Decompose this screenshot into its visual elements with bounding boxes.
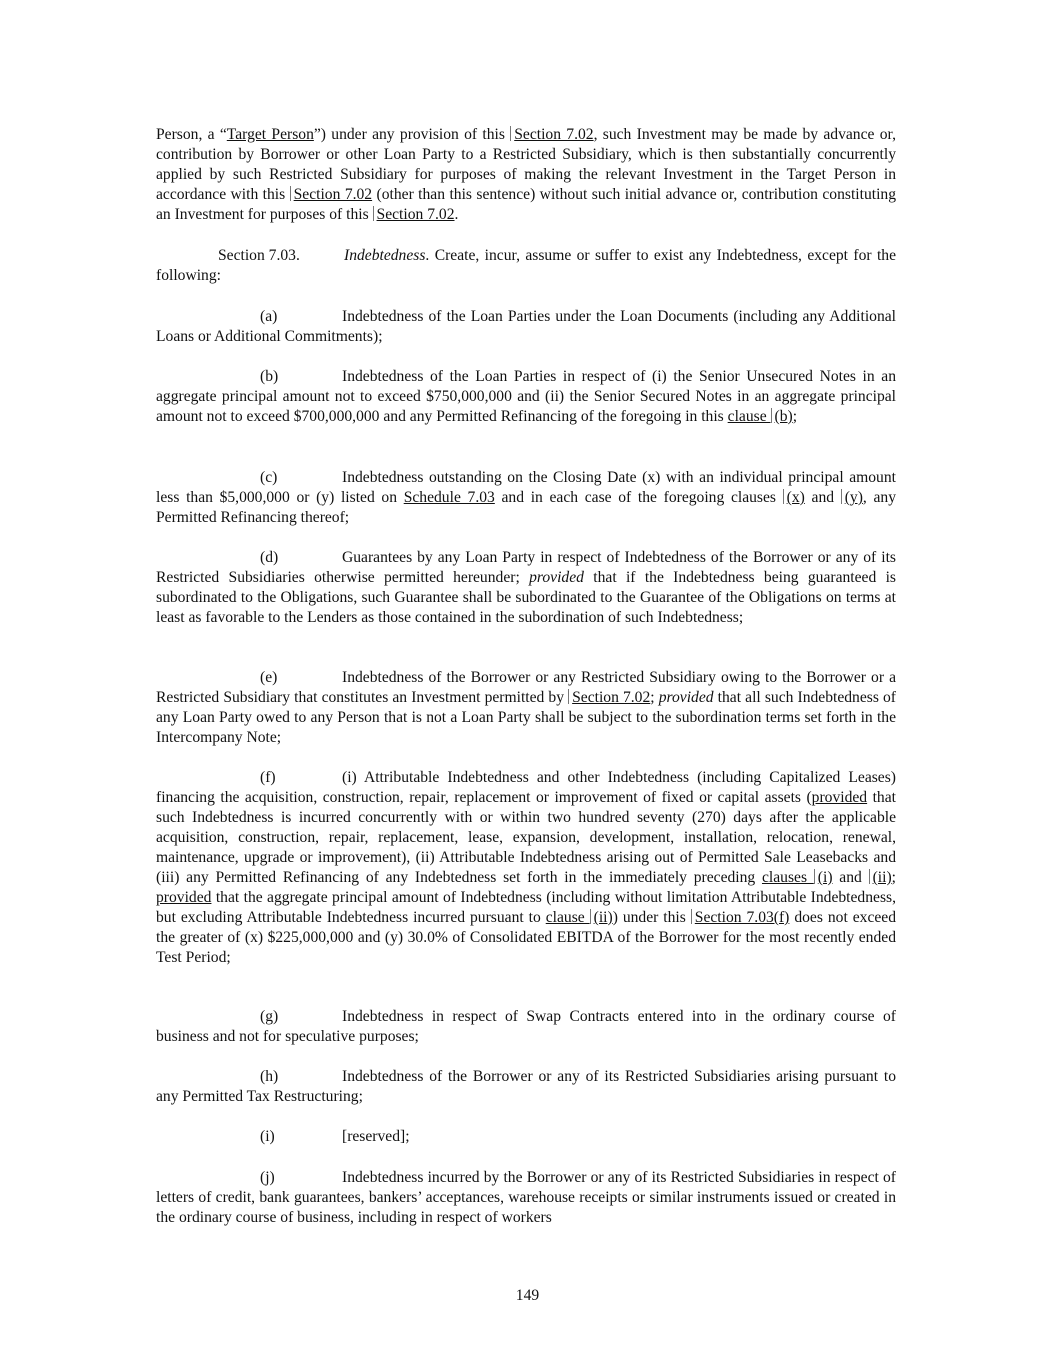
provided-term: provided xyxy=(658,689,714,706)
clause-text: Indebtedness incurred by the Borrower or any of its Restricted Subsidiaries in respect of letters of credit, bank guarantees, bankers’ acceptances, warehouse receipts or similar instruments issued or created in the ordinary course of business, including in respect of workers xyxy=(156,1169,896,1226)
clause-text: does not exceed the greater of (x) $225,000,000 and (y) 30.0% of Consolidated EBITDA of the Borrower for the most recently ended Test Period; xyxy=(156,909,896,966)
clause-text: and in each case of the foregoing clauses xyxy=(494,489,783,506)
clause-i xyxy=(156,1127,896,1147)
clause-label: (c) xyxy=(260,469,278,486)
section-heading-punct: . xyxy=(425,247,430,264)
provided-term: provided xyxy=(156,889,212,906)
clause-h xyxy=(156,1067,896,1107)
clause-ref[interactable]: (x) xyxy=(786,489,805,506)
section-text: Create, incur, assume or suffer to exist any Indebtedness, except for the following: xyxy=(156,247,896,284)
section-number: Section 7.03. xyxy=(218,247,300,264)
intro-text: Person, a “ xyxy=(156,126,227,143)
intro-text: ”) under any provision of this xyxy=(313,126,511,143)
clause-f xyxy=(156,768,896,968)
clause-j xyxy=(156,1168,896,1228)
target-person-term: Target Person xyxy=(226,126,314,143)
clause-text: and xyxy=(832,869,869,886)
xref-marker xyxy=(510,126,513,141)
provided-term: provided xyxy=(811,789,868,806)
intro-text: (other than this sentence) without such initial advance or, contribution constituting an Investment for purposes of this xyxy=(156,186,896,223)
clause-label: (b) xyxy=(260,368,279,385)
clause-a xyxy=(156,307,896,347)
clause-ref[interactable]: clause xyxy=(545,909,590,926)
clause-text: that the aggregate principal amount of Indebtedness (including without limitation Attributable Indebtedness, but excluding Attributable Indebtedness incurred pursuant to xyxy=(156,889,896,926)
page-number: 149 xyxy=(515,1287,540,1304)
xref-marker xyxy=(814,869,817,884)
clause-text: Indebtedness outstanding on the Closing Date (x) with an individual principal amount less than $5,000,000 or (y) listed on xyxy=(156,469,896,506)
clause-ref[interactable]: clauses xyxy=(761,869,814,886)
clause-text: [reserved]; xyxy=(342,1128,410,1145)
clause-text: that if the Indebtedness being guaranteed is subordinated to the Obligations, such Guarantee shall be subordinated to the Guarantee of the Obligations on terms at least as favorable to the Lenders as those contained in the subordination of such Indebtedness; xyxy=(156,569,896,626)
clause-text: ; xyxy=(891,869,896,886)
clause-text: Indebtedness of the Loan Parties under the Loan Documents (including any Additional Loans or Additional Commitments); xyxy=(156,308,896,345)
schedule-7-03-link[interactable]: Schedule 7.03 xyxy=(403,489,495,506)
clause-text: Indebtedness of the Borrower or any Restricted Subsidiary owing to the Borrower or a Restricted Subsidiary that constitutes an Investment permitted by xyxy=(156,669,896,706)
clause-label: (f) xyxy=(260,769,276,786)
section-7-02-link[interactable]: Section 7.02 xyxy=(514,126,594,143)
clause-text: Indebtedness of the Borrower or any of its Restricted Subsidiaries arising pursuant to any Permitted Tax Restructuring; xyxy=(156,1068,896,1105)
section-7-02-link[interactable]: Section 7.02 xyxy=(376,206,455,223)
intro-paragraph xyxy=(156,125,896,225)
clause-text: ; xyxy=(792,408,798,425)
xref-marker xyxy=(691,909,694,924)
xref-marker xyxy=(771,408,774,423)
xref-marker xyxy=(783,489,786,504)
clause-b xyxy=(156,367,896,427)
clause-label: (e) xyxy=(260,669,278,686)
clause-text: Indebtedness of the Loan Parties in respect of (i) the Senior Unsecured Notes in an aggregate principal amount not to exceed $750,000,000 and (ii) the Senior Secured Notes in an aggregate principal amount not to exceed $700,000,000 and any Permitted Refinancing of the foregoing in this xyxy=(156,368,896,425)
section-7-03-paragraph xyxy=(156,246,896,286)
clause-text: Indebtedness in respect of Swap Contracts entered into in the ordinary course of business and not for speculative purposes; xyxy=(156,1008,896,1045)
clause-g xyxy=(156,1007,896,1047)
clause-ref[interactable]: (i) xyxy=(817,869,833,886)
clause-label: (a) xyxy=(260,308,278,325)
section-7-02-link[interactable]: Section 7.02 xyxy=(293,186,373,203)
xref-marker xyxy=(590,909,593,924)
section-heading: Indebtedness xyxy=(344,247,426,264)
clause-text: , any Permitted Refinancing thereof; xyxy=(156,489,896,526)
clause-d xyxy=(156,548,896,628)
clause-ref[interactable]: (ii) xyxy=(872,869,892,886)
clause-e xyxy=(156,668,896,748)
clause-text: (i) Attributable Indebtedness and other Indebtedness (including Capitalized Leases) financing the acquisition, construction, repair, replacement or improvement of fixed or capital assets ( xyxy=(156,769,896,806)
xref-marker xyxy=(869,869,872,884)
clause-ref[interactable]: (b) xyxy=(774,408,793,425)
intro-text: . xyxy=(454,206,459,223)
clause-ref[interactable]: (y) xyxy=(844,489,863,506)
clause-label: (g) xyxy=(260,1008,279,1025)
clause-label: (d) xyxy=(260,549,279,566)
clause-ref[interactable]: clause xyxy=(727,408,771,425)
clause-text: ) under this xyxy=(612,909,691,926)
clause-text: and xyxy=(804,489,841,506)
clause-text: that all such Indebtedness of any Loan Party owed to any Person that is not a Loan Party shall be subject to the subordination terms set forth in the Intercompany Note; xyxy=(156,689,896,746)
clause-c xyxy=(156,468,896,528)
xref-marker xyxy=(373,206,376,221)
intro-text: , such Investment may be made by advance or, contribution by Borrower or other Loan Party to a Restricted Subsidiary, which is then substantially concurrently applied by such Restricted Subsidiary for purposes of making the relevant Investment in the Target Person in accordance with this xyxy=(156,126,896,203)
section-7-03f-link[interactable]: Section 7.03(f) xyxy=(694,909,790,926)
xref-marker xyxy=(568,689,571,704)
clause-text: ; xyxy=(650,689,659,706)
clause-label: (j) xyxy=(260,1169,275,1186)
xref-marker xyxy=(841,489,844,504)
provided-term: provided xyxy=(529,569,584,586)
section-7-02-link[interactable]: Section 7.02 xyxy=(572,689,651,706)
clause-text: that such Indebtedness is incurred concurrently with or within two hundred seventy (270) days after the applicable acquisition, construction, repair, replacement, lease, expansion, development, installation, relocation, renewal, maintenance, upgrade or improvement), (ii) Attributable Indebtedness arising out of Permitted Sale Leasebacks and (iii) any Permitted Refinancing of any Indebtedness set forth in the immediately preceding xyxy=(156,789,896,886)
clause-ref[interactable]: (ii) xyxy=(593,909,613,926)
clause-text: Guarantees by any Loan Party in respect of Indebtedness of the Borrower or any of its Restricted Subsidiaries otherwise permitted hereunder; xyxy=(156,549,896,586)
clause-label: (i) xyxy=(260,1128,275,1145)
clause-label: (h) xyxy=(260,1068,279,1085)
xref-marker xyxy=(290,186,293,201)
